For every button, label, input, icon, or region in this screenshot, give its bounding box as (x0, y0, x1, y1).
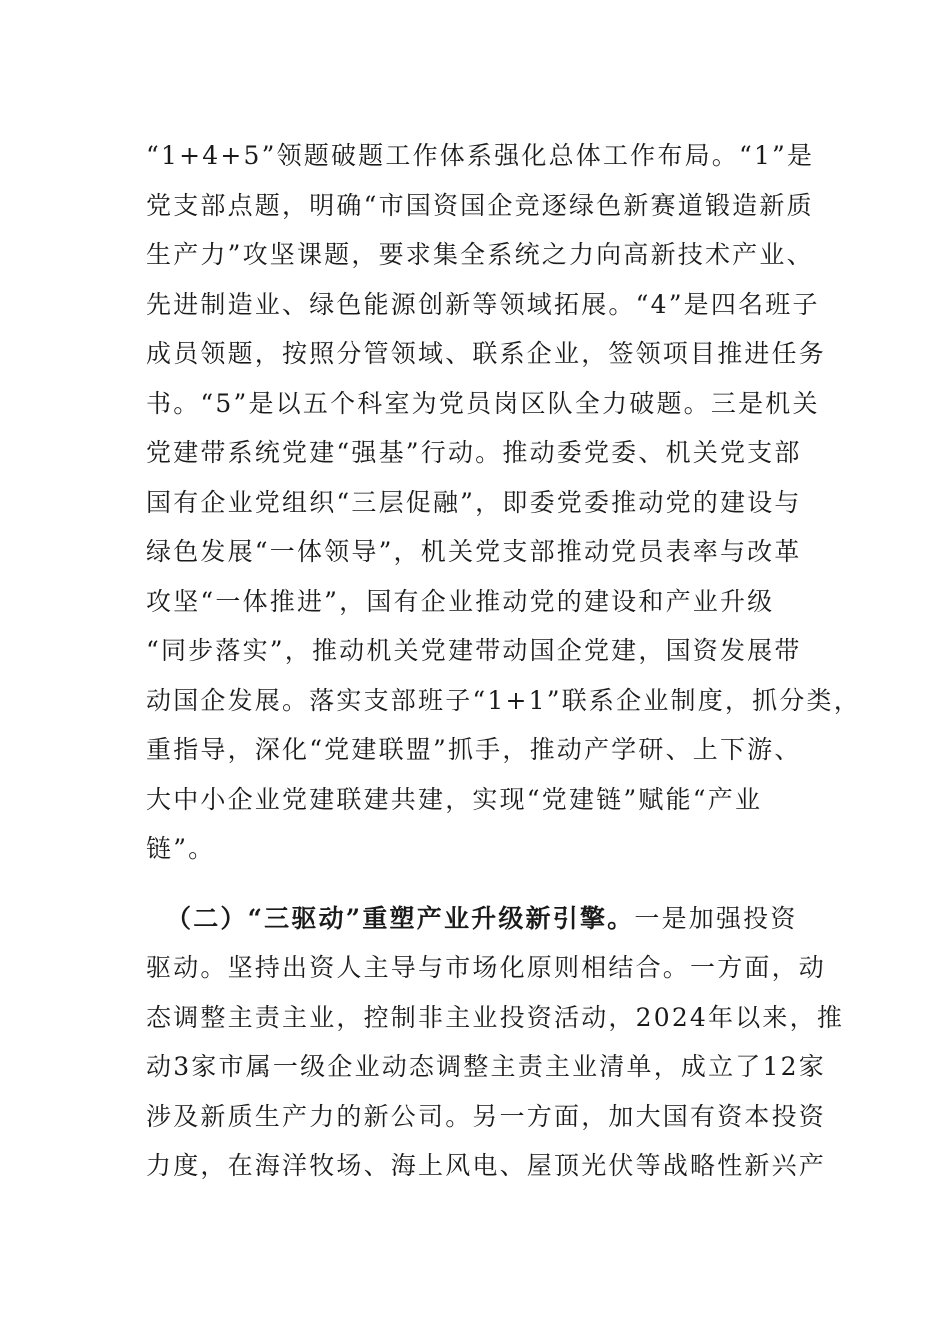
paragraph-1-line-2: 党支部点题，明确“市国资国企竞逐绿色新赛道锻造新质 (146, 190, 814, 220)
document-body (146, 131, 861, 1191)
paragraph-1-line-12: 动国企发展。落实支部班子“1+1”联系企业制度，抓分类， (146, 685, 861, 715)
paragraph-2-line-1-text: 一是加强投资 (634, 903, 798, 933)
paragraph-1-line-9: 绿色发展“一体领导”，机关党支部推动党员表率与改革 (146, 537, 802, 566)
paragraph-1-line-15: 链”。 (146, 834, 216, 863)
paragraph-1-line-14: 大中小企业党建联建共建，实现“党建链”赋能“产业 (146, 784, 763, 814)
paragraph-1-line-5: 成员领题，按照分管领域、联系企业，签领项目推进任务 (146, 339, 827, 368)
paragraph-2-line-3: 态调整主责主业，控制非主业投资活动，2024年以来，推 (146, 1002, 845, 1032)
paragraph-2-line-6: 力度，在海洋牧场、海上风电、屋顶光伏等战略性新兴产 (146, 1151, 827, 1180)
paragraph-1-line-10: 攻坚“一体推进”，国有企业推动党的建设和产业升级 (146, 586, 775, 616)
paragraph-1-line-3: 生产力”攻坚课题，要求集全系统之力向高新技术产业、 (146, 240, 814, 269)
paragraph-1-line-1: “1+4+5”领题破题工作体系强化总体工作布局。“1”是 (146, 141, 815, 170)
paragraph-1-line-13: 重指导，深化“党建联盟”抓手，推动产学研、上下游、 (146, 735, 802, 764)
paragraph-1-line-8: 国有企业党组织“三层促融”，即委党委推动党的建设与 (146, 487, 802, 517)
paragraph-1-line-4: 先进制造业、绿色能源创新等领域拓展。“4”是四名班子 (146, 289, 820, 319)
paragraph-2-line-2: 驱动。坚持出资人主导与市场化原则相结合。一方面，动 (146, 953, 827, 982)
paragraph-1-line-11: “同步落实”，推动机关党建带动国企党建，国资发展带 (146, 636, 802, 665)
paragraph-2-line-1 (146, 894, 836, 944)
paragraph-gap (146, 874, 836, 894)
paragraph-2-line-5: 涉及新质生产力的新公司。另一方面，加大国有资本投资 (146, 1101, 827, 1131)
paragraph-1-line-6: 书。“5”是以五个科室为党员岗区队全力破题。三是机关 (146, 388, 820, 418)
paragraph-2-line-4: 动3家市属一级企业动态调整主责主业清单，成立了12家 (146, 1052, 826, 1081)
section-heading: （二）“三驱动”重塑产业升级新引擎。 (166, 903, 635, 933)
paragraph-1-line-7: 党建带系统党建“强基”行动。推动委党委、机关党支部 (146, 438, 802, 467)
